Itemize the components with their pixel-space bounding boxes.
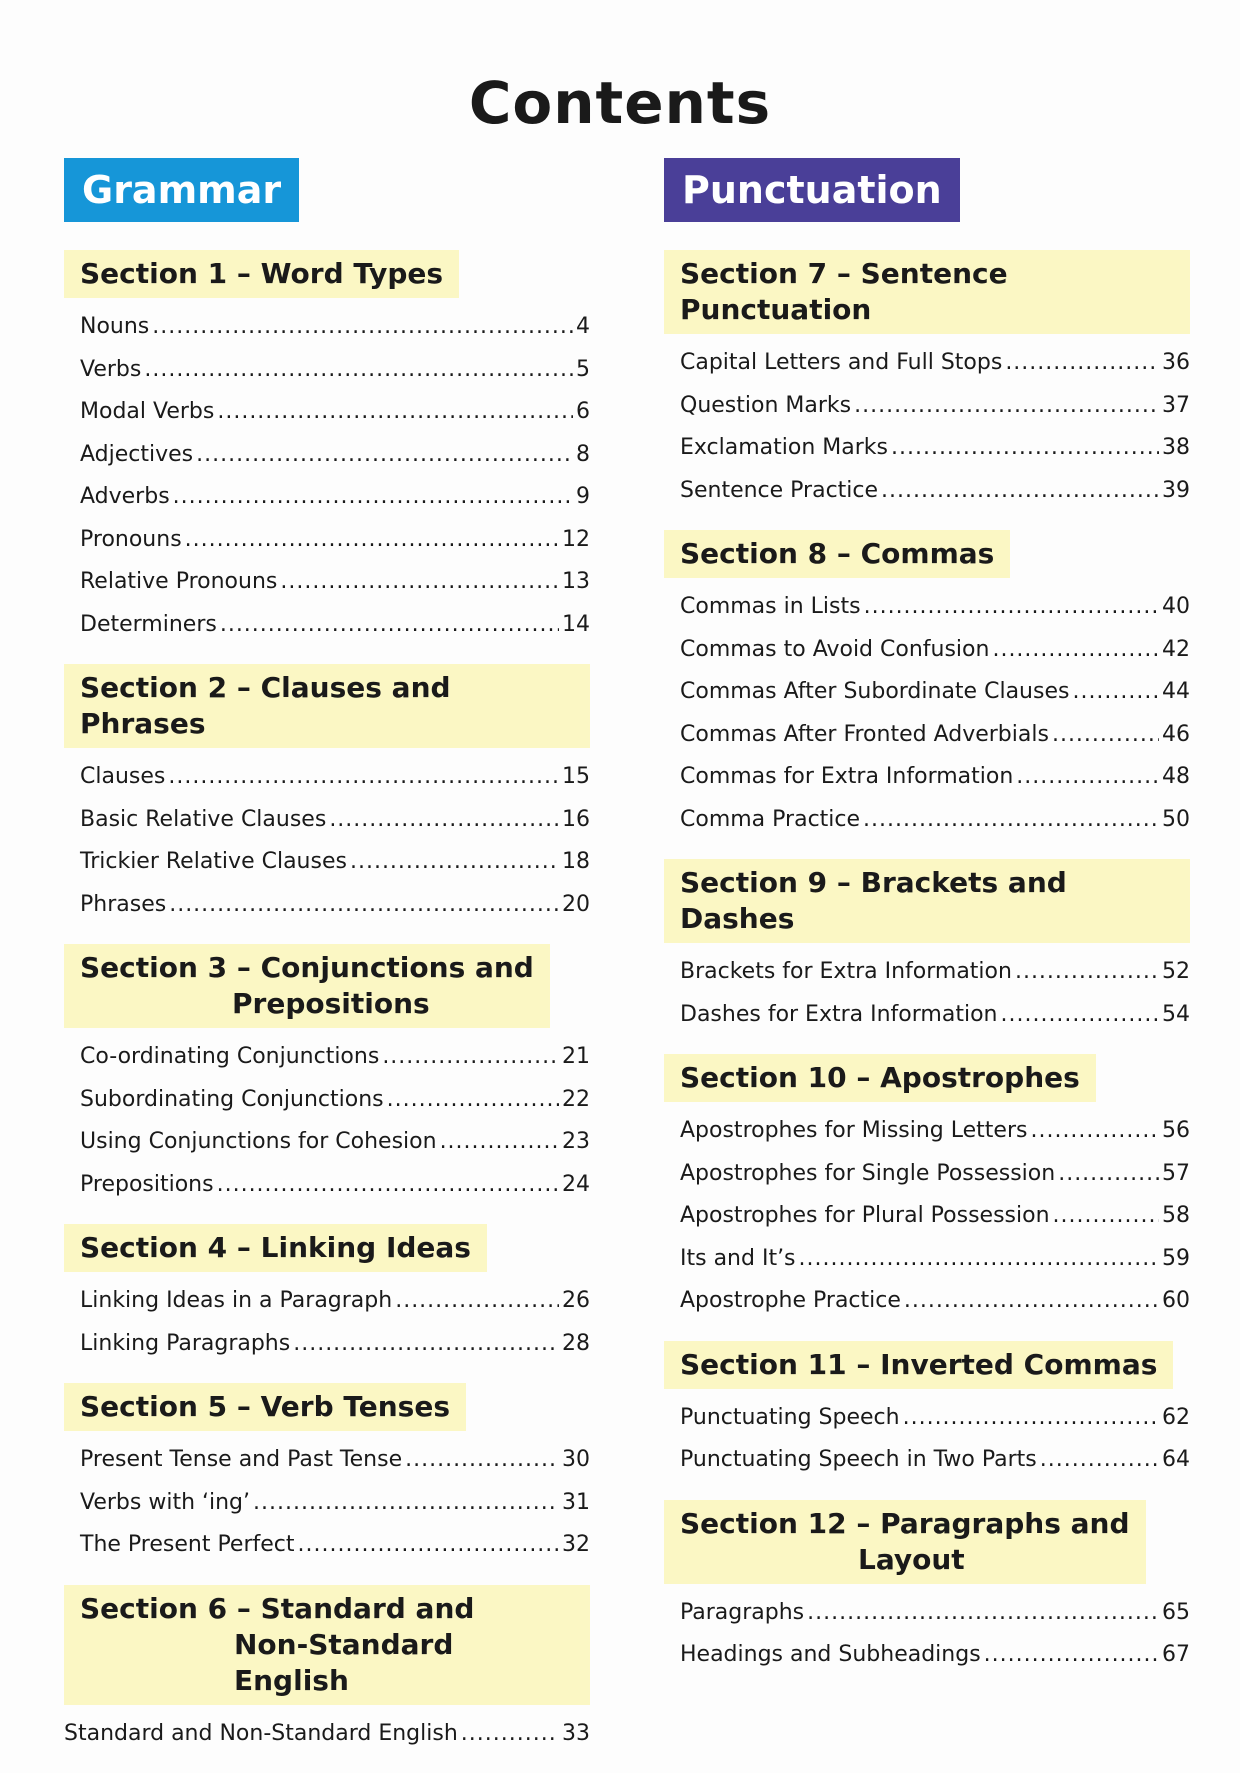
page-number: 24 [562, 1171, 590, 1197]
dot-leader [298, 1524, 559, 1567]
section-block [64, 944, 590, 1206]
dot-leader [169, 884, 559, 927]
page-number: 18 [562, 849, 590, 874]
entry-title: Commas After Fronted Adverbials [680, 721, 1049, 747]
section-block [64, 250, 590, 646]
entry-title: Commas for Extra Information [680, 764, 1014, 789]
contents-entry [680, 1195, 1190, 1238]
page-number: 58 [1162, 1203, 1190, 1228]
dot-leader [253, 1482, 559, 1525]
contents-entry [680, 586, 1190, 629]
section-heading-line: Section 6 – Standard and [80, 1591, 475, 1625]
entry-title: Co-ordinating Conjunctions [80, 1044, 380, 1069]
contents-entry [680, 1280, 1190, 1323]
page-number: 57 [1162, 1160, 1190, 1186]
dot-leader [881, 470, 1159, 513]
entry-title: Verbs with ‘ing’ [80, 1489, 251, 1515]
entry-list [64, 1280, 590, 1365]
entry-title: Basic Relative Clauses [80, 806, 327, 832]
entry-title: Apostrophes for Plural Possession [680, 1203, 1050, 1228]
section-heading [664, 1500, 1146, 1584]
entry-title: Modal Verbs [80, 399, 215, 424]
section-heading-line: Section 11 – Inverted Commas [680, 1347, 1158, 1381]
contents-entry [80, 1164, 590, 1207]
section-block [64, 1224, 590, 1365]
dot-leader [1016, 756, 1159, 799]
entry-title: Sentence Practice [680, 477, 879, 503]
page-number: 9 [576, 484, 590, 509]
section-heading-line: Section 8 – Commas [680, 537, 995, 570]
contents-entry [80, 561, 590, 604]
page-number: 56 [1162, 1118, 1190, 1143]
dot-leader [220, 604, 559, 647]
page-number: 54 [1162, 1001, 1190, 1027]
entry-list [64, 1713, 590, 1756]
dot-leader [891, 427, 1159, 470]
entry-title: Standard and Non-Standard English [64, 1720, 458, 1746]
dot-leader [395, 1280, 559, 1323]
dot-leader [293, 1323, 559, 1366]
page-number: 30 [562, 1447, 590, 1472]
section-block [664, 859, 1190, 1036]
dot-leader [1052, 714, 1159, 757]
entry-title: Headings and Subheadings [680, 1642, 981, 1667]
dot-leader [1005, 342, 1159, 385]
dot-leader [387, 1079, 559, 1122]
contents-entry [680, 1110, 1190, 1153]
section-block [664, 250, 1190, 512]
section-block [664, 1054, 1190, 1323]
contents-entry [680, 470, 1190, 513]
section-heading [64, 1585, 590, 1705]
section-heading [664, 1341, 1173, 1389]
dot-leader [196, 434, 573, 477]
entry-title: Dashes for Extra Information [680, 1001, 998, 1027]
contents-entry [80, 884, 590, 927]
entry-title: Comma Practice [680, 806, 861, 832]
entry-title: Verbs [80, 356, 142, 382]
section-heading-line: Layout [858, 1542, 965, 1576]
entry-title: Adjectives [80, 441, 194, 467]
contents-entry [680, 385, 1190, 428]
punctuation-sections [664, 250, 1190, 1677]
contents-entry [680, 799, 1190, 842]
section-heading [64, 1383, 466, 1431]
section-heading [664, 250, 1190, 334]
contents-entry [680, 1439, 1190, 1482]
entry-title: Linking Paragraphs [80, 1330, 291, 1356]
entry-title: Pronouns [80, 526, 182, 552]
entry-title: Brackets for Extra Information [680, 959, 1012, 984]
entry-list [664, 1592, 1190, 1677]
entry-title: Commas in Lists [680, 594, 861, 619]
page-number: 46 [1162, 721, 1190, 747]
section-heading [64, 1224, 487, 1272]
page-number: 64 [1162, 1447, 1190, 1472]
dot-leader [217, 1164, 559, 1207]
contents-entry [680, 1397, 1190, 1440]
section-block [64, 1383, 590, 1567]
page-number: 15 [562, 764, 590, 789]
dot-leader [461, 1713, 559, 1756]
dot-leader [1030, 1110, 1159, 1153]
contents-entry [80, 841, 590, 884]
entry-title: The Present Perfect [80, 1532, 295, 1557]
section-block [664, 530, 1190, 841]
contents-entry [80, 756, 590, 799]
entry-title: Adverbs [80, 484, 170, 509]
entry-title: Determiners [80, 611, 217, 637]
entry-title: Exclamation Marks [680, 435, 888, 460]
entry-title: Clauses [80, 764, 166, 789]
entry-list [664, 1110, 1190, 1323]
contents-entry [680, 994, 1190, 1037]
grammar-sections [64, 250, 590, 1755]
section-heading [664, 530, 1010, 578]
entry-title: Relative Pronouns [80, 569, 278, 594]
section-block [664, 1500, 1190, 1677]
section-heading-line: Non-Standard English [234, 1627, 454, 1697]
contents-entry [80, 1079, 590, 1122]
dot-leader [329, 799, 559, 842]
dot-leader [168, 756, 559, 799]
section-block [664, 1341, 1190, 1482]
contents-entry [80, 1482, 590, 1525]
dot-leader [807, 1592, 1159, 1635]
dot-leader [152, 306, 573, 349]
entry-title: Prepositions [80, 1171, 214, 1197]
entry-title: Commas to Avoid Confusion [680, 636, 990, 662]
section-heading [64, 944, 550, 1028]
contents-entry [680, 629, 1190, 672]
entry-title: Using Conjunctions for Cohesion [80, 1129, 437, 1154]
contents-entry [680, 1238, 1190, 1281]
entry-title: Punctuating Speech in Two Parts [680, 1447, 1037, 1472]
entry-title: Punctuating Speech [680, 1404, 900, 1430]
page-number: 26 [562, 1288, 590, 1313]
page-number: 52 [1162, 959, 1190, 984]
page-number: 12 [562, 526, 590, 552]
entry-list [64, 756, 590, 926]
dot-leader [217, 391, 573, 434]
entry-title: Capital Letters and Full Stops [680, 350, 1003, 375]
entry-list [64, 1439, 590, 1567]
contents-entry [680, 671, 1190, 714]
contents-entry [80, 799, 590, 842]
page-number: 8 [576, 441, 590, 467]
page-number: 20 [562, 891, 590, 917]
punctuation-column [664, 158, 1190, 1695]
contents-entry [80, 1036, 590, 1079]
dot-leader [1000, 994, 1159, 1037]
page-number: 38 [1162, 435, 1190, 460]
entry-list [64, 1036, 590, 1206]
contents-entry [680, 1153, 1190, 1196]
entry-title: Subordinating Conjunctions [80, 1086, 384, 1112]
dot-leader [984, 1634, 1159, 1677]
section-heading-line: Section 1 – Word Types [80, 257, 444, 290]
grammar-column [64, 158, 590, 1773]
dot-leader [382, 1036, 559, 1079]
section-heading-line: Prepositions [232, 987, 430, 1020]
page-number: 31 [562, 1489, 590, 1515]
dot-leader [864, 586, 1159, 629]
dot-leader [440, 1121, 559, 1164]
section-heading [64, 664, 590, 748]
contents-entry [80, 1524, 590, 1567]
contents-entry [80, 349, 590, 392]
page-number: 59 [1162, 1245, 1190, 1271]
dot-leader [992, 629, 1159, 672]
contents-entry [680, 951, 1190, 994]
page-number: 37 [1162, 392, 1190, 418]
contents-entry [80, 1323, 590, 1366]
contents-entry [680, 756, 1190, 799]
contents-entry [80, 476, 590, 519]
entry-title: Apostrophes for Missing Letters [680, 1118, 1028, 1143]
contents-entry [680, 1592, 1190, 1635]
contents-entry [80, 391, 590, 434]
page-number: 39 [1162, 477, 1190, 503]
page-number: 44 [1162, 679, 1190, 704]
entry-title: Trickier Relative Clauses [80, 849, 347, 874]
contents-entry [80, 519, 590, 562]
dot-leader [1053, 1195, 1159, 1238]
page-number: 42 [1162, 636, 1190, 662]
section-heading-line: Section 12 – Paragraphs and [680, 1506, 1130, 1540]
dot-leader [1058, 1153, 1159, 1196]
contents-entry [680, 342, 1190, 385]
page-number: 6 [576, 399, 590, 424]
dot-leader [1015, 951, 1159, 994]
entry-title: Apostrophes for Single Possession [680, 1160, 1056, 1186]
section-heading [664, 1054, 1096, 1102]
section-heading-line: Section 5 – Verb Tenses [80, 1390, 450, 1423]
grammar-banner: Grammar [64, 158, 299, 222]
contents-entry [680, 427, 1190, 470]
page-number: 65 [1162, 1599, 1190, 1625]
section-heading-line: Section 10 – Apostrophes [680, 1061, 1080, 1094]
entry-list [64, 306, 590, 646]
page-number: 32 [562, 1532, 590, 1557]
page-number: 5 [576, 356, 590, 382]
dot-leader [863, 799, 1159, 842]
entry-list [664, 951, 1190, 1036]
section-heading [64, 250, 459, 298]
page-number: 21 [562, 1044, 590, 1069]
dot-leader [903, 1397, 1159, 1440]
page-number: 36 [1162, 350, 1190, 375]
entry-title: Apostrophe Practice [680, 1288, 901, 1313]
dot-leader [185, 519, 559, 562]
page-number: 62 [1162, 1404, 1190, 1430]
page-number: 13 [562, 569, 590, 594]
page-number: 33 [562, 1720, 590, 1746]
entry-list [664, 1397, 1190, 1482]
entry-title: Linking Ideas in a Paragraph [80, 1288, 393, 1313]
contents-entry [80, 604, 590, 647]
entry-list [664, 586, 1190, 841]
dot-leader [799, 1238, 1159, 1281]
section-heading-line: Section 9 – Brackets and Dashes [680, 866, 1067, 935]
section-heading-line: Section 3 – Conjunctions and [80, 951, 534, 984]
section-heading [664, 859, 1190, 943]
page-number: 22 [562, 1086, 590, 1112]
contents-entry [80, 1280, 590, 1323]
entry-title: Commas After Subordinate Clauses [680, 679, 1070, 704]
page-number: 50 [1162, 806, 1190, 832]
contents-entry [80, 434, 590, 477]
page-number: 23 [562, 1129, 590, 1154]
page-number: 48 [1162, 764, 1190, 789]
contents-entry [680, 1634, 1190, 1677]
page-number: 28 [562, 1330, 590, 1356]
page-number: 16 [562, 806, 590, 832]
contents-entry [80, 306, 590, 349]
dot-leader [1072, 671, 1159, 714]
entry-title: Question Marks [680, 392, 852, 418]
dot-leader [405, 1439, 559, 1482]
contents-entry [64, 1713, 590, 1756]
dot-leader [173, 476, 573, 519]
page-number: 67 [1162, 1642, 1190, 1667]
page-number: 14 [562, 611, 590, 637]
contents-entry [80, 1121, 590, 1164]
entry-title: Paragraphs [680, 1599, 805, 1625]
entry-title: Nouns [80, 314, 150, 339]
dot-leader [854, 385, 1159, 428]
contents-entry [80, 1439, 590, 1482]
section-block [64, 664, 590, 926]
dot-leader [144, 349, 573, 392]
entry-list [664, 342, 1190, 512]
section-heading-line: Section 4 – Linking Ideas [80, 1231, 471, 1264]
section-heading-line: Section 2 – Clauses and Phrases [80, 671, 451, 740]
punctuation-banner: Punctuation [664, 158, 960, 222]
page-number: 4 [576, 314, 590, 339]
contents-entry [680, 714, 1190, 757]
page-title: Contents [468, 69, 772, 137]
entry-title: Present Tense and Past Tense [80, 1447, 403, 1472]
entry-title: Phrases [80, 891, 167, 917]
dot-leader [904, 1280, 1159, 1323]
entry-title: Its and It’s [680, 1245, 796, 1271]
dot-leader [350, 841, 559, 884]
dot-leader [280, 561, 559, 604]
page-number: 60 [1162, 1288, 1190, 1313]
section-block [64, 1585, 590, 1756]
dot-leader [1040, 1439, 1159, 1482]
page-number: 40 [1162, 594, 1190, 619]
section-heading-line: Section 7 – Sentence Punctuation [680, 257, 1008, 326]
